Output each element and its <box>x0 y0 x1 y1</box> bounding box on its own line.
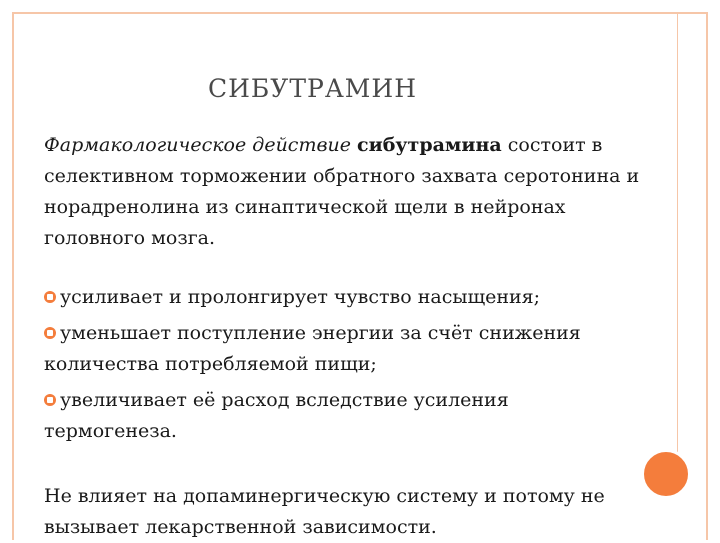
intro-bold-text: сибутрамина <box>357 134 502 156</box>
intro-rest-text: состоит в селективном торможении обратного захвата серотонина и норадренолина из синаптической щели в нейронах головного мозга. <box>44 134 640 249</box>
bullet-text: усиливает и пролонгирует чувство насыщения; <box>60 286 541 308</box>
frame-divider-line <box>677 14 678 476</box>
bullet-item <box>44 318 644 380</box>
orange-square-bullet-icon <box>44 394 56 406</box>
intro-italic-text: Фармакологическое действие <box>44 134 351 156</box>
bullet-text: увеличивает её расход вследствие усиления термогенеза. <box>44 389 509 442</box>
bullet-item <box>44 385 644 447</box>
orange-square-bullet-icon <box>44 327 56 339</box>
orange-square-bullet-icon <box>44 291 56 303</box>
bullet-text: уменьшает поступление энергии за счёт снижения количества потребляемой пищи; <box>44 322 581 375</box>
slide-title: СИБУТРАМИН <box>208 74 417 103</box>
decor-orange-circle <box>641 449 691 499</box>
bullet-list <box>44 282 644 452</box>
footer-paragraph: Не влияет на допаминергическую систему и потому не вызывает лекарственной зависимости. <box>44 485 605 538</box>
intro-paragraph <box>44 130 644 254</box>
bullet-item <box>44 282 644 313</box>
